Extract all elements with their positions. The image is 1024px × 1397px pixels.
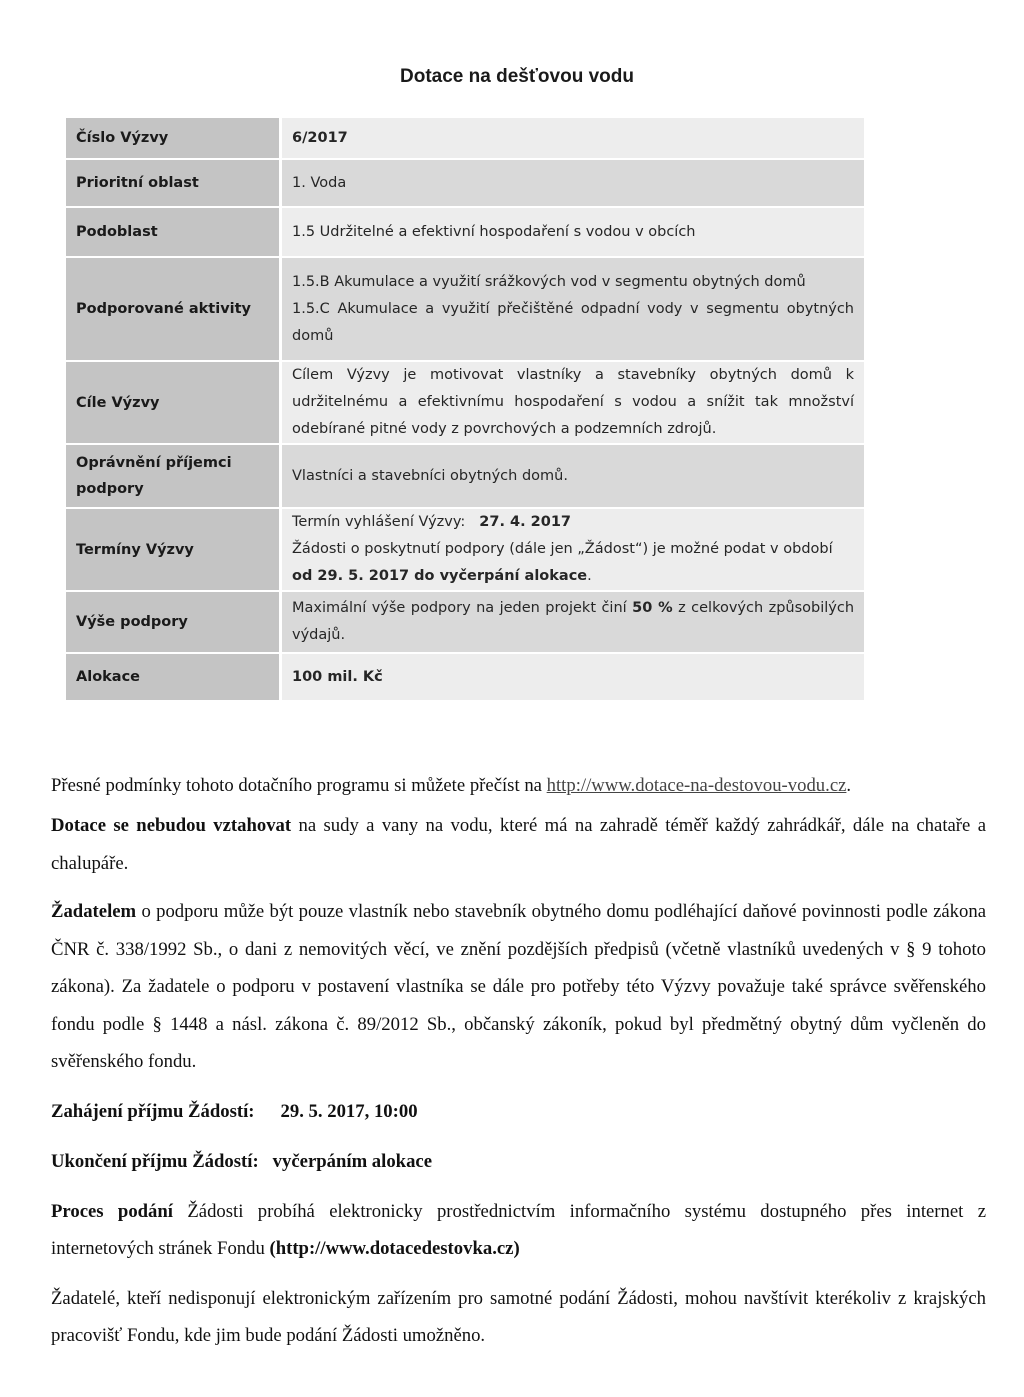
row-value-supported-activities: [282, 258, 864, 362]
exclusions-bold: Dotace se nebudou vztahovat: [51, 815, 292, 836]
table-row: [66, 362, 864, 445]
row-value-subarea: 1.5 Udržitelné a efektivní hospodaření s vodou v obcích: [282, 208, 864, 258]
row-label-allocation: Alokace: [66, 654, 282, 702]
paragraph-end-date: [51, 1143, 986, 1181]
row-value-call-goals: Cílem Výzvy je motivovat vlastníky a stavebníky obytných domů k udržitelnému a efektivnímu hospodaření s vodou a snížit tak množství odebírané pitné vody z povrchových a podzemních zdrojů.: [282, 362, 864, 445]
announce-date: 27. 4. 2017: [479, 514, 572, 530]
row-label-subarea: Podoblast: [66, 208, 282, 258]
row-value-support-amount: [282, 592, 864, 654]
announce-label: Termín vyhlášení Výzvy:: [292, 514, 466, 530]
applicant-bold: Žadatelem: [51, 901, 137, 922]
table-row: [66, 654, 864, 702]
support-amount-text-end: z celkových způsobilých výdajů.: [292, 600, 855, 643]
table-row: [66, 592, 864, 654]
paragraph-text: Přesné podmínky tohoto dotačního programu si můžete přečíst na: [51, 775, 547, 796]
table-row: [66, 509, 864, 592]
row-label-eligible-recipients: Oprávnění příjemci podpory: [66, 445, 282, 509]
row-label-call-number: Číslo Výzvy: [66, 118, 282, 160]
fund-website-link[interactable]: (http://www.dotacedestovka.cz): [269, 1238, 520, 1259]
paragraph-exclusions: [51, 807, 986, 882]
process-bold: Proces podání: [51, 1200, 173, 1222]
row-value-priority-area: 1. Voda: [282, 160, 864, 208]
paragraph-conditions: [51, 767, 986, 805]
start-value: 29. 5. 2017, 10:00: [280, 1100, 418, 1122]
end-value: vyčerpáním alokace: [272, 1150, 433, 1172]
program-website-link[interactable]: http://www.dotace-na-destovou-vodu.cz: [546, 775, 847, 796]
row-value-eligible-recipients: Vlastníci a stavebníci obytných domů.: [282, 445, 864, 509]
activity-line: 1.5.C Akumulace a využití přečištěné odpadní vody v segmentu obytných domů: [292, 300, 854, 344]
call-info-table: [66, 118, 864, 702]
paragraph-submission-process: [51, 1193, 986, 1268]
paragraph-regional-offices: Žadatelé, kteří nedisponují elektronickým zařízením pro samotné podání Žádosti, mohou navštívit kterékoliv z krajských pracovišť Fondu, kde jim bude podání Žádosti umožněno.: [51, 1287, 986, 1346]
row-label-call-dates: Termíny Výzvy: [66, 509, 282, 592]
table-row: [66, 118, 864, 160]
paragraph-text: Žádosti probíhá elektronicky prostřednictvím informačního systému dostupného přes internet z internetových stránek Fondu: [51, 1200, 987, 1259]
table-row: [66, 445, 864, 509]
support-percentage: 50 %: [632, 600, 673, 616]
submit-period: od 29. 5. 2017 do vyčerpání alokace: [292, 568, 588, 584]
row-value-call-number: 6/2017: [282, 118, 864, 160]
row-value-allocation: 100 mil. Kč: [282, 654, 864, 702]
row-value-call-dates: [282, 509, 864, 592]
paragraph-text: na sudy a vany na vodu, které má na zahradě téměř každý zahrádkář, dále na chataře a chalupáře.: [51, 815, 986, 874]
row-label-supported-activities: Podporované aktivity: [66, 258, 282, 362]
submit-text: Žádosti o poskytnutí podpory (dále jen „Žádost“) je možné podat v období: [292, 541, 833, 557]
submit-period-end: .: [587, 568, 592, 584]
table-row: [66, 208, 864, 258]
row-label-priority-area: Prioritní oblast: [66, 160, 282, 208]
document-body: [51, 767, 986, 1355]
table-row: [66, 258, 864, 362]
start-label: Zahájení příjmu Žádostí:: [51, 1100, 255, 1122]
paragraph-text: o podporu může být pouze vlastník nebo stavebník obytného domu podléhající daňové povinnosti podle zákona ČNR č. 338/1992 Sb., o dani z nemovitých věcí, ve znění pozdějších předpisů (včetně vlastníků uvedených v § 9 tohoto zákona). Za žadatele o podporu v postavení vlastníka se dále pro potřeby této Výzvy považuje také správce svěřenského fondu podle § 1448 a násl. zákona č. 89/2012 Sb., občanský zákoník, pokud byl předmětný obytný dům vyčleněn do svěřenského fondu.: [51, 901, 986, 1072]
activity-line: 1.5.B Akumulace a využití srážkových vod v segmentu obytných domů: [292, 273, 806, 290]
row-label-call-goals: Cíle Výzvy: [66, 362, 282, 445]
paragraph-text: .: [846, 775, 852, 796]
page-title: Dotace na dešťovou vodu: [400, 66, 634, 87]
row-label-support-amount: Výše podpory: [66, 592, 282, 654]
paragraph-start-date: [51, 1093, 986, 1131]
table-row: [66, 160, 864, 208]
support-amount-text: Maximální výše podpory na jeden projekt činí: [292, 600, 627, 616]
end-label: Ukončení příjmu Žádostí:: [51, 1150, 259, 1172]
paragraph-applicant: [51, 893, 986, 1081]
